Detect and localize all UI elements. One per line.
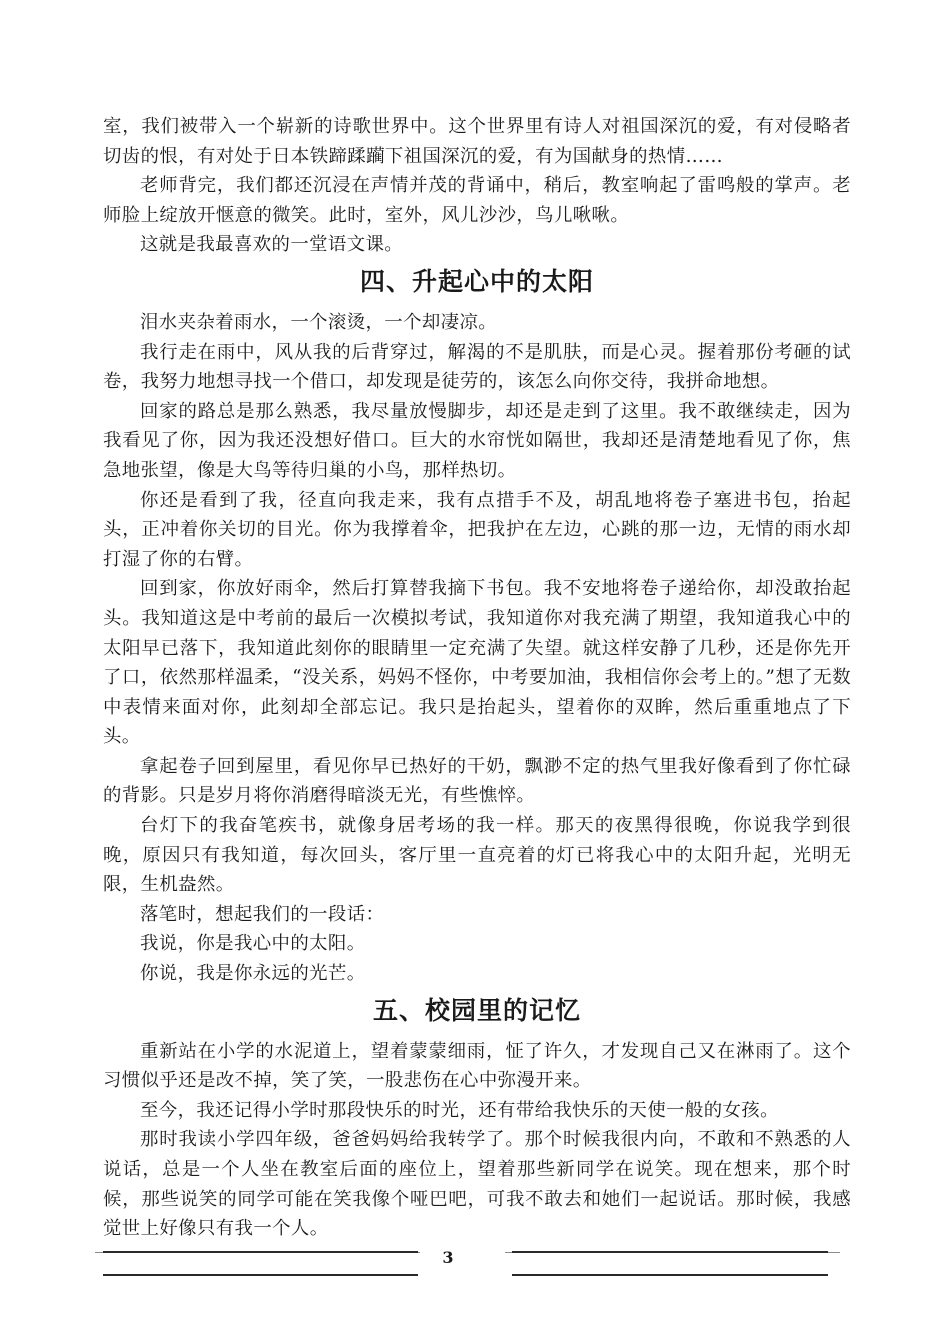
paragraph: 拿起卷子回到屋里，看见你早已热好的干奶，飘渺不定的热气里我好像看到了你忙碌的背影。只是岁月将你消磨得暗淡无光，有些憔悴。 — [103, 755, 851, 807]
footer-rule-top-left-bold — [103, 1251, 418, 1253]
paragraph: 我行走在雨中，风从我的后背穿过，解渴的不是肌肤，而是心灵。握着那份考砸的试卷，我努力地想寻找一个借口，却发现是徒劳的，该怎么向你交待，我拼命地想。 — [103, 341, 851, 393]
footer-rule-bottom-right — [512, 1274, 828, 1276]
paragraph: 至今，我还记得小学时那段快乐的时光，还有带给我快乐的天使一般的女孩。 — [140, 1099, 779, 1121]
paragraph: 泪水夹杂着雨水，一个滚烫，一个却凄凉。 — [140, 311, 498, 333]
paragraph: 室，我们被带入一个崭新的诗歌世界中。这个世界里有诗人对祖国深沉的爱，有对侵略者切齿的恨，有对处于日本铁蹄蹂躏下祖国深沉的爱，有为国献身的热情…… — [103, 116, 851, 167]
paragraph: 你还是看到了我，径直向我走来，我有点措手不及，胡乱地将卷子塞进书包，抬起头，正冲着你关切的目光。你为我撑着伞，把我护在左边，心跳的那一边，无情的雨水却打湿了你的右臂。 — [103, 489, 851, 570]
section-heading: 五、校园里的记忆 — [372, 995, 581, 1025]
paragraph: 台灯下的我奋笔疾书，就像身居考场的我一样。那天的夜黑得很晚，你说我学到很晚，原因只有我知道，每次回头，客厅里一直亮着的灯已将我心中的太阳升起，光明无限，生机盎然。 — [103, 815, 851, 896]
page-number: 3 — [442, 1248, 454, 1267]
page-content — [103, 112, 851, 1244]
paragraph: 那时我读小学四年级，爸爸妈妈给我转学了。那个时候我很内向，不敢和不熟悉的人说话，总是一个人坐在教室后面的座位上，望着那些新同学在说笑。现在想来，那个时候，那些说笑的同学可能在笑我像个哑巴吧，可我不敢去和她们一起说话。那时候，我感觉世上好像只有我一个人。 — [103, 1129, 851, 1240]
paragraph: 回家的路总是那么熟悉，我尽量放慢脚步，却还是走到了这里。我不敢继续走，因为我看见了你，因为我还没想好借口。巨大的水帘恍如隔世，我却还是清楚地看见了你，焦急地张望，像是大鸟等待归巢的小鸟，那样热切。 — [103, 400, 851, 481]
paragraph: 这就是我最喜欢的一堂语文课。 — [140, 234, 404, 256]
paragraph: 回到家，你放好雨伞，然后打算替我摘下书包。我不安地将卷子递给你，却没敢抬起头。我知道这是中考前的最后一次模拟考试，我知道你对我充满了期望，我知道我心中的太阳早已落下，我知道此刻你的眼睛里一定充满了失望。就这样安静了几秒，还是你先开了口，依然那样温柔，“没关系，妈妈不怪你，中考要加油，我相信你会考上的。”想了无数中表情来面对你，此刻却全部忘记。我只是抬起头，望着你的双眸，然后重重地点了下头。 — [103, 578, 851, 748]
page-footer — [0, 1238, 950, 1298]
paragraph: 你说，我是你永远的光芒。 — [140, 963, 366, 985]
paragraph: 重新站在小学的水泥道上，望着蒙蒙细雨，怔了许久，才发现自己又在淋雨了。这个习惯似乎还是改不掉，笑了笑，一股悲伤在心中弥漫开来。 — [103, 1040, 851, 1092]
footer-rule-bottom-left — [103, 1274, 418, 1276]
paragraph: 老师背完，我们都还沉浸在声情并茂的背诵中，稍后，教室响起了雷鸣般的掌声。老师脸上绽放开惬意的微笑。此时，室外，风儿沙沙，鸟儿啾啾。 — [103, 175, 851, 226]
paragraph: 我说，你是我心中的太阳。 — [140, 933, 366, 955]
footer-rule-top-right-bold — [512, 1251, 828, 1253]
paragraph: 落笔时，想起我们的一段话： — [140, 903, 385, 925]
section-heading: 四、升起心中的太阳 — [359, 266, 594, 296]
